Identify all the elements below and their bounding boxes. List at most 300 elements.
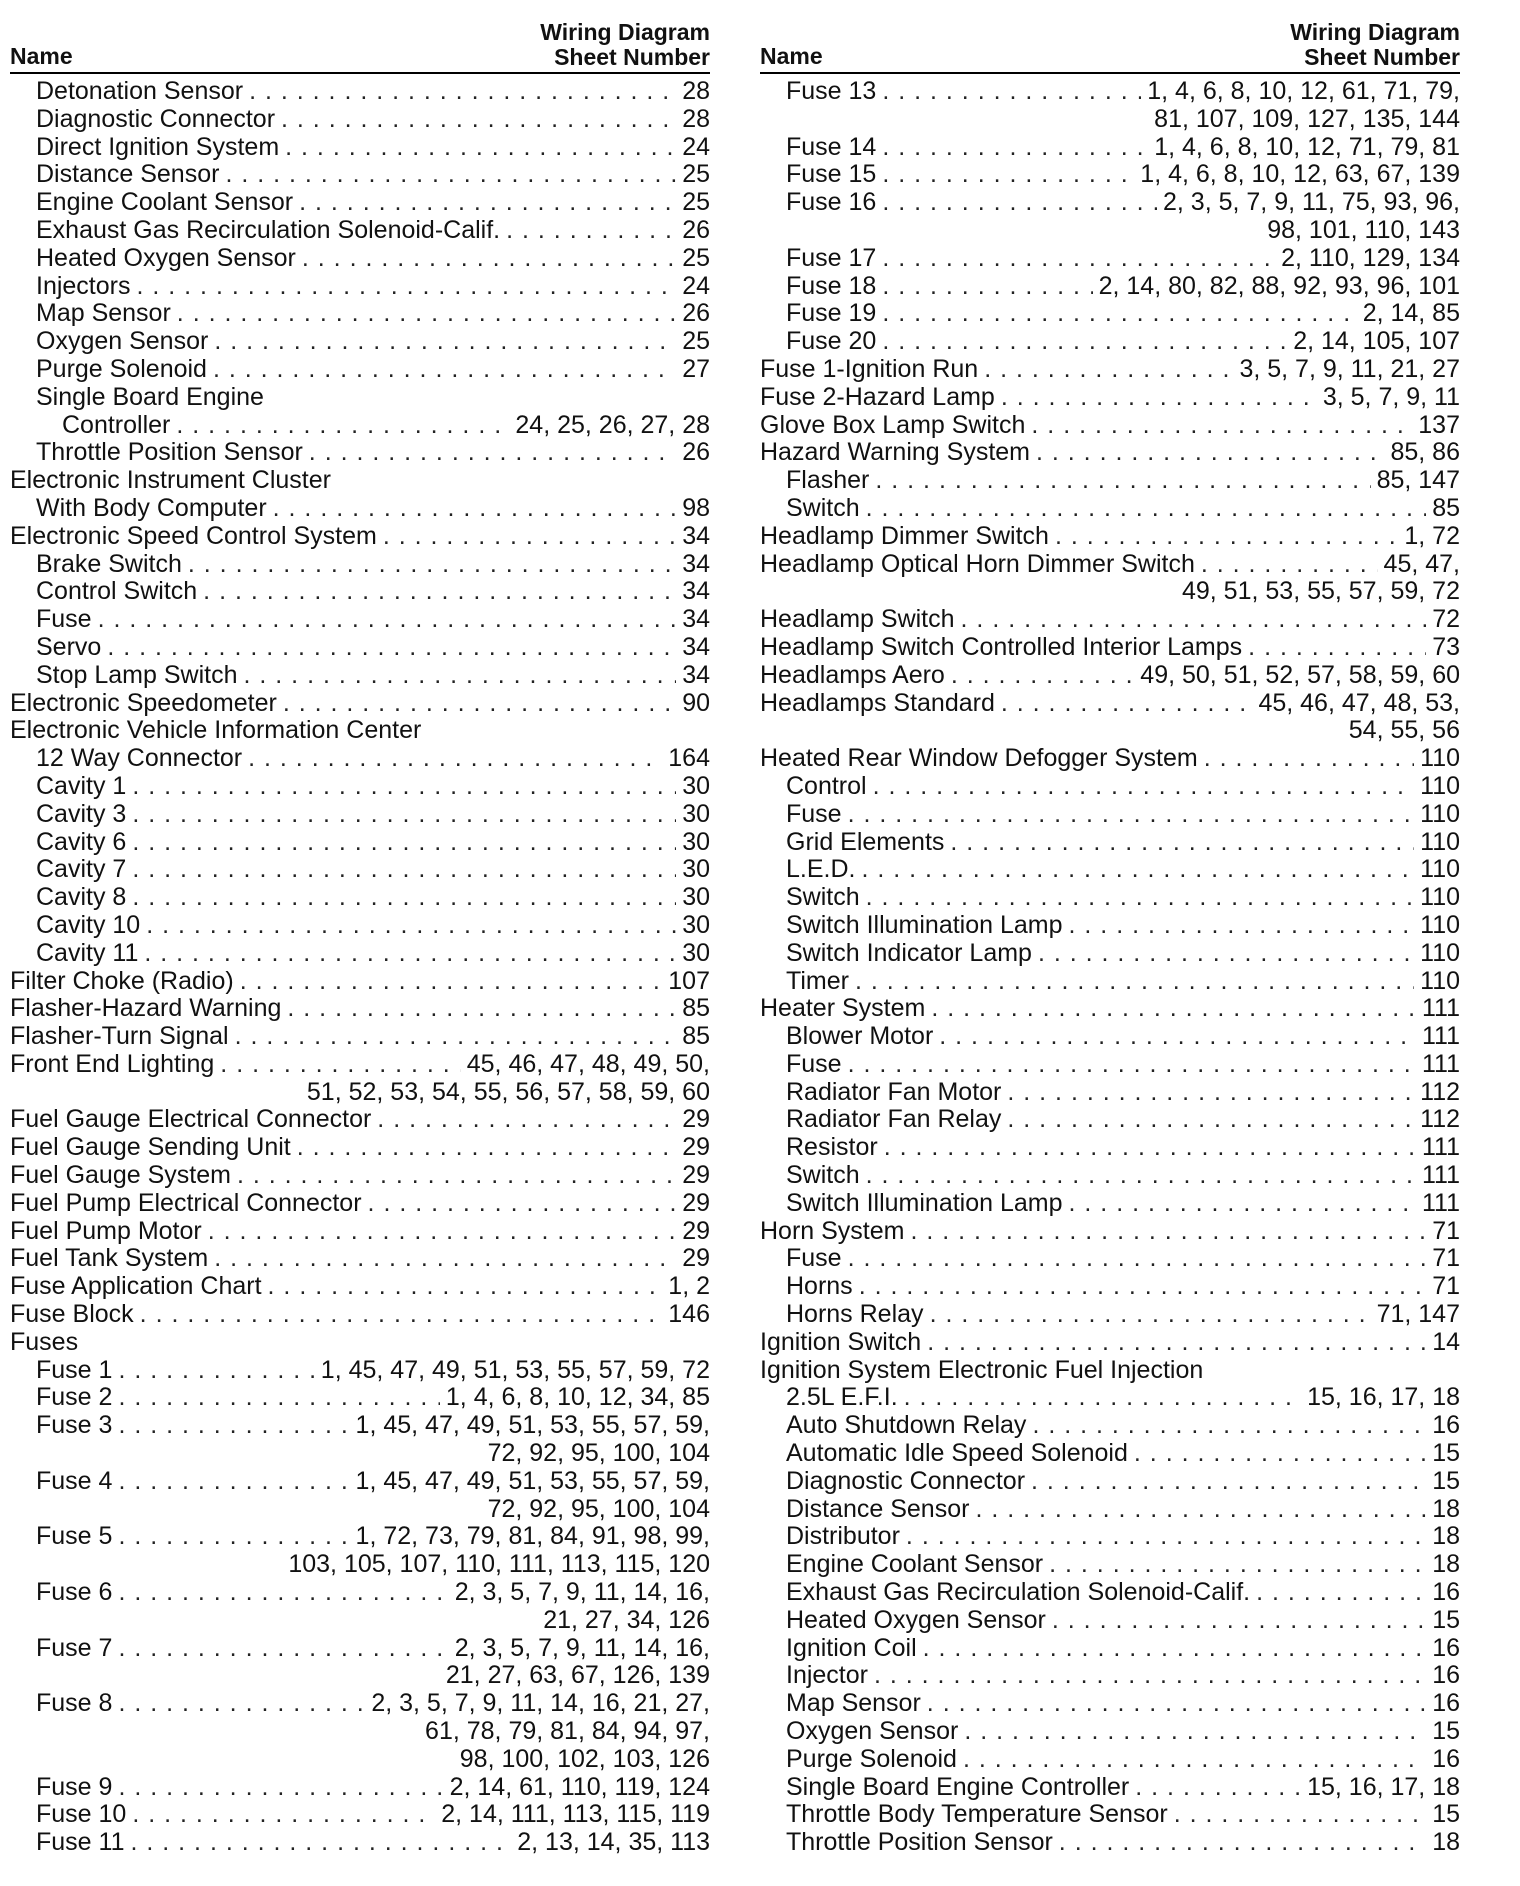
dot-leader bbox=[98, 606, 677, 634]
index-entry-continuation bbox=[10, 1551, 710, 1579]
index-entry bbox=[760, 1579, 1460, 1607]
sheet-number: 90 bbox=[682, 689, 710, 717]
entry-name: L.E.D. bbox=[786, 856, 856, 884]
sheet-number: 1, 2 bbox=[668, 1273, 710, 1301]
dot-leader bbox=[866, 1162, 1416, 1190]
sheet-number: 15 bbox=[1432, 1606, 1460, 1634]
dot-leader bbox=[132, 856, 676, 884]
entry-name: 12 Way Connector bbox=[36, 745, 243, 773]
dot-leader bbox=[975, 1496, 1426, 1524]
entry-name: Electronic Speed Control System bbox=[10, 522, 377, 550]
sheet-number: 2, 3, 5, 7, 9, 11, 14, 16, bbox=[454, 1579, 710, 1607]
entry-name: Fuse 1-Ignition Run bbox=[760, 355, 979, 383]
dot-leader bbox=[950, 829, 1414, 857]
entry-name: Control bbox=[786, 772, 867, 800]
entry-name: Oxygen Sensor bbox=[36, 328, 209, 356]
sheet-number: 30 bbox=[682, 939, 710, 967]
index-entry bbox=[760, 245, 1460, 273]
index-entry bbox=[760, 1218, 1460, 1246]
entry-name: Distance Sensor bbox=[786, 1495, 970, 1523]
index-entry bbox=[10, 523, 710, 551]
dot-leader bbox=[146, 912, 676, 940]
sheet-number: 30 bbox=[682, 828, 710, 856]
index-entry bbox=[10, 1801, 710, 1829]
entry-name: With Body Computer bbox=[36, 494, 267, 522]
index-entry bbox=[760, 1635, 1460, 1663]
entry-name: Headlamp Switch Controlled Interior Lamps bbox=[760, 633, 1243, 661]
dot-leader bbox=[882, 78, 1141, 106]
sheet-number: 26 bbox=[682, 439, 710, 467]
entry-name: Single Board Engine Controller bbox=[786, 1773, 1130, 1801]
index-entry bbox=[10, 412, 710, 440]
index-entry bbox=[10, 912, 710, 940]
sheet-number: 107 bbox=[668, 967, 710, 995]
index-entry bbox=[760, 773, 1460, 801]
sheet-number: 81, 107, 109, 127, 135, 144 bbox=[1154, 105, 1460, 133]
index-entry bbox=[760, 356, 1460, 384]
dot-leader bbox=[176, 412, 509, 440]
sheet-number: 111 bbox=[1421, 995, 1460, 1023]
entry-name: Switch bbox=[786, 1162, 860, 1190]
sheet-number: 18 bbox=[1432, 1829, 1460, 1857]
index-entry bbox=[760, 829, 1460, 857]
entry-name: Fuse 17 bbox=[786, 244, 877, 272]
entry-name: Front End Lighting bbox=[10, 1050, 215, 1078]
dot-leader bbox=[1038, 940, 1414, 968]
dot-leader bbox=[1031, 412, 1412, 440]
sheet-heading-line-1: Wiring Diagram bbox=[540, 19, 710, 45]
dot-leader bbox=[283, 690, 676, 718]
sheet-number: 1, 4, 6, 8, 10, 12, 34, 85 bbox=[445, 1384, 710, 1412]
sheet-number-heading bbox=[1290, 20, 1460, 70]
index-entry-continuation bbox=[10, 1662, 710, 1690]
sheet-number: 29 bbox=[682, 1106, 710, 1134]
entry-name: Cavity 8 bbox=[36, 884, 127, 912]
dot-leader bbox=[930, 1301, 1371, 1329]
dot-leader bbox=[136, 273, 676, 301]
entry-name: Engine Coolant Sensor bbox=[786, 1551, 1044, 1579]
entry-name: Grid Elements bbox=[786, 828, 945, 856]
entry-name: Fuse 16 bbox=[786, 189, 877, 217]
sheet-number: 15, 16, 17, 18 bbox=[1307, 1384, 1460, 1412]
index-entry bbox=[760, 912, 1460, 940]
dot-leader bbox=[866, 884, 1415, 912]
dot-leader bbox=[240, 968, 663, 996]
sheet-number: 2, 110, 129, 134 bbox=[1281, 244, 1460, 272]
sheet-number: 110 bbox=[1420, 828, 1460, 856]
index-entry bbox=[760, 551, 1460, 579]
sheet-number: 85 bbox=[682, 1023, 710, 1051]
index-entry bbox=[760, 1829, 1460, 1857]
entry-name: Flasher-Turn Signal bbox=[10, 1023, 229, 1051]
index-entry bbox=[760, 1190, 1460, 1218]
entry-name: Fuse 3 bbox=[36, 1412, 113, 1440]
entry-name: Heated Oxygen Sensor bbox=[36, 244, 296, 272]
index-entry bbox=[760, 1523, 1460, 1551]
entry-name: Controller bbox=[62, 411, 171, 439]
dot-leader bbox=[882, 300, 1356, 328]
index-entry bbox=[10, 189, 710, 217]
index-entry bbox=[10, 745, 710, 773]
sheet-number: 137 bbox=[1418, 411, 1460, 439]
index-entry bbox=[10, 717, 710, 745]
dot-leader bbox=[118, 1384, 439, 1412]
dot-leader bbox=[273, 495, 677, 523]
dot-leader bbox=[1052, 1607, 1426, 1635]
index-entry bbox=[760, 606, 1460, 634]
index-entry bbox=[760, 1662, 1460, 1690]
entry-name: Resistor bbox=[786, 1134, 878, 1162]
index-entry bbox=[10, 1384, 710, 1412]
index-entry-continuation bbox=[10, 1496, 710, 1524]
dot-leader bbox=[866, 495, 1427, 523]
dot-leader bbox=[923, 1635, 1427, 1663]
entry-name: Fuses bbox=[10, 1328, 79, 1356]
sheet-number: 28 bbox=[682, 78, 710, 105]
dot-leader bbox=[140, 1301, 663, 1329]
index-entry bbox=[760, 634, 1460, 662]
sheet-number: 1, 4, 6, 8, 10, 12, 63, 67, 139 bbox=[1140, 161, 1460, 189]
index-entry bbox=[760, 1801, 1460, 1829]
index-entry bbox=[760, 884, 1460, 912]
index-entry bbox=[760, 968, 1460, 996]
sheet-number: 2, 13, 14, 35, 113 bbox=[517, 1829, 710, 1857]
entry-name: Horn System bbox=[760, 1217, 905, 1245]
dot-leader bbox=[848, 1051, 1416, 1079]
dot-leader bbox=[861, 856, 1414, 884]
entry-name: Horns Relay bbox=[786, 1301, 924, 1329]
index-entry bbox=[760, 1412, 1460, 1440]
sheet-number: 110 bbox=[1420, 911, 1460, 939]
sheet-number: 51, 52, 53, 54, 55, 56, 57, 58, 59, 60 bbox=[306, 1078, 710, 1106]
index-entry bbox=[10, 1690, 710, 1718]
index-entry bbox=[760, 662, 1460, 690]
index-entry bbox=[760, 1718, 1460, 1746]
name-heading: Name bbox=[760, 43, 823, 69]
entry-name: Distance Sensor bbox=[36, 161, 220, 189]
index-entry-continuation bbox=[760, 217, 1460, 245]
dot-leader bbox=[927, 1690, 1426, 1718]
dot-leader bbox=[1031, 1468, 1426, 1496]
dot-leader bbox=[931, 995, 1416, 1023]
entry-name: Headlamps Aero bbox=[760, 661, 945, 689]
entry-name: Cavity 1 bbox=[36, 772, 127, 800]
sheet-number: 85, 147 bbox=[1376, 467, 1460, 495]
sheet-number: 1, 45, 47, 49, 51, 53, 55, 57, 59, bbox=[355, 1412, 710, 1440]
sheet-number: 30 bbox=[682, 856, 710, 884]
sheet-number: 26 bbox=[682, 216, 710, 244]
sheet-number: 98, 101, 110, 143 bbox=[1267, 216, 1460, 244]
index-entry bbox=[10, 467, 710, 495]
dot-leader bbox=[848, 1245, 1427, 1273]
index-entry bbox=[760, 467, 1460, 495]
dot-leader bbox=[118, 1690, 365, 1718]
index-entry bbox=[760, 940, 1460, 968]
column-header bbox=[10, 12, 710, 74]
dot-leader bbox=[1248, 634, 1426, 662]
entry-name: Hazard Warning System bbox=[760, 439, 1030, 467]
entry-name: Brake Switch bbox=[36, 550, 182, 578]
sheet-number: 71 bbox=[1432, 1217, 1460, 1245]
sheet-number: 34 bbox=[682, 578, 710, 606]
index-entry bbox=[760, 1079, 1460, 1107]
entry-name: Fuse bbox=[786, 800, 842, 828]
dot-leader bbox=[1036, 439, 1384, 467]
index-entry bbox=[760, 300, 1460, 328]
dot-leader bbox=[118, 1774, 443, 1802]
entry-name: Cavity 7 bbox=[36, 856, 127, 884]
name-heading: Name bbox=[10, 43, 73, 69]
dot-leader bbox=[309, 439, 676, 467]
entry-name: Cavity 3 bbox=[36, 800, 127, 828]
index-entry bbox=[10, 551, 710, 579]
index-entry bbox=[10, 606, 710, 634]
index-entry bbox=[760, 1551, 1460, 1579]
dot-leader bbox=[302, 245, 676, 273]
entry-name: Fuse 2-Hazard Lamp bbox=[760, 383, 995, 411]
index-entry bbox=[760, 801, 1460, 829]
sheet-heading-line-2: Sheet Number bbox=[1304, 44, 1460, 70]
index-entry bbox=[10, 245, 710, 273]
sheet-number: 110 bbox=[1420, 772, 1460, 800]
index-entry bbox=[760, 1468, 1460, 1496]
dot-leader bbox=[203, 578, 676, 606]
entry-name: Fuel Gauge System bbox=[10, 1162, 231, 1190]
entry-name: Headlamp Optical Horn Dimmer Switch bbox=[760, 550, 1195, 578]
entry-name: Headlamp Dimmer Switch bbox=[760, 522, 1049, 550]
entry-name: Heated Rear Window Defogger System bbox=[760, 745, 1198, 773]
sheet-number: 49, 50, 51, 52, 57, 58, 59, 60 bbox=[1140, 661, 1460, 689]
index-entry bbox=[10, 662, 710, 690]
sheet-number: 73 bbox=[1432, 633, 1460, 661]
entry-name: Fuse bbox=[36, 606, 92, 634]
entry-name: Stop Lamp Switch bbox=[36, 661, 238, 689]
sheet-number: 45, 46, 47, 48, 53, bbox=[1258, 689, 1460, 717]
index-entry bbox=[760, 161, 1460, 189]
entry-name: Fuel Gauge Sending Unit bbox=[10, 1134, 291, 1162]
sheet-number: 110 bbox=[1420, 856, 1460, 884]
entry-name: Flasher bbox=[786, 467, 870, 495]
dot-leader bbox=[225, 161, 676, 189]
entry-name: Fuse 18 bbox=[786, 272, 877, 300]
entry-name: Single Board Engine bbox=[36, 383, 264, 411]
sheet-number: 16 bbox=[1432, 1745, 1460, 1773]
index-entry bbox=[10, 1523, 710, 1551]
index-entry bbox=[760, 1774, 1460, 1802]
index-entry-continuation bbox=[760, 578, 1460, 606]
entry-name: Direct Ignition System bbox=[36, 133, 280, 161]
entry-name: Filter Choke (Radio) bbox=[10, 967, 234, 995]
dot-leader bbox=[248, 745, 662, 773]
sheet-number: 28 bbox=[682, 105, 710, 133]
dot-leader bbox=[873, 773, 1415, 801]
entry-name: Switch Illumination Lamp bbox=[786, 911, 1063, 939]
index-entry bbox=[10, 217, 710, 245]
index-entry bbox=[10, 1245, 710, 1273]
entry-name: Fuse 19 bbox=[786, 300, 877, 328]
entry-name: Fuse 15 bbox=[786, 161, 877, 189]
sheet-number: 2, 3, 5, 7, 9, 11, 14, 16, 21, 27, bbox=[371, 1690, 710, 1718]
sheet-number: 164 bbox=[668, 745, 710, 773]
dot-leader bbox=[132, 1801, 435, 1829]
sheet-number: 110 bbox=[1420, 745, 1460, 773]
entry-name: Fuse 4 bbox=[36, 1467, 113, 1495]
index-entry bbox=[760, 134, 1460, 162]
sheet-number: 71, 147 bbox=[1376, 1301, 1460, 1329]
sheet-number: 29 bbox=[682, 1245, 710, 1273]
dot-leader bbox=[118, 1357, 314, 1385]
dot-leader bbox=[118, 1635, 448, 1663]
sheet-number: 45, 47, bbox=[1383, 550, 1460, 578]
dot-leader bbox=[855, 968, 1414, 996]
sheet-number: 111 bbox=[1421, 1050, 1460, 1078]
index-entry bbox=[10, 1635, 710, 1663]
entry-name: Engine Coolant Sensor bbox=[36, 189, 294, 217]
index-entry bbox=[10, 995, 710, 1023]
dot-leader bbox=[208, 1218, 676, 1246]
index-entry bbox=[10, 1579, 710, 1607]
dot-leader bbox=[1049, 1551, 1426, 1579]
sheet-number: 111 bbox=[1421, 1134, 1460, 1162]
index-entry bbox=[760, 412, 1460, 440]
entry-name: Throttle Position Sensor bbox=[36, 439, 303, 467]
index-entry bbox=[760, 273, 1460, 301]
sheet-number: 111 bbox=[1421, 1162, 1460, 1190]
entry-name: Ignition Coil bbox=[786, 1634, 917, 1662]
dot-leader bbox=[118, 1468, 349, 1496]
dot-leader bbox=[299, 189, 676, 217]
index-entry bbox=[760, 745, 1460, 773]
index-entry-continuation bbox=[10, 1718, 710, 1746]
entry-name: Map Sensor bbox=[786, 1690, 921, 1718]
index-entry bbox=[10, 801, 710, 829]
sheet-number: 103, 105, 107, 110, 111, 113, 115, 120 bbox=[288, 1551, 710, 1579]
dot-leader bbox=[961, 606, 1427, 634]
entry-name: Control Switch bbox=[36, 578, 198, 606]
sheet-number: 72, 92, 95, 100, 104 bbox=[487, 1495, 710, 1523]
sheet-number: 21, 27, 34, 126 bbox=[543, 1606, 710, 1634]
index-entry bbox=[760, 1301, 1460, 1329]
sheet-number: 21, 27, 63, 67, 126, 139 bbox=[445, 1662, 710, 1690]
index-entry bbox=[10, 884, 710, 912]
dot-leader bbox=[1174, 1801, 1427, 1829]
dot-leader bbox=[281, 106, 676, 134]
sheet-number: 25 bbox=[682, 328, 710, 356]
index-entry bbox=[760, 495, 1460, 523]
index-entry bbox=[10, 328, 710, 356]
index-entry bbox=[760, 1106, 1460, 1134]
sheet-heading-line-1: Wiring Diagram bbox=[1290, 19, 1460, 45]
sheet-number: 15 bbox=[1432, 1440, 1460, 1468]
entry-name: Purge Solenoid bbox=[36, 355, 207, 383]
index-entry-continuation bbox=[10, 1607, 710, 1635]
sheet-number: 30 bbox=[682, 772, 710, 800]
dot-leader bbox=[132, 884, 676, 912]
index-entry bbox=[10, 495, 710, 523]
entry-name: Fuse 10 bbox=[36, 1801, 127, 1829]
entry-name: Fuse 11 bbox=[36, 1829, 125, 1857]
sheet-number: 16 bbox=[1432, 1690, 1460, 1718]
entry-name: Fuse bbox=[786, 1050, 842, 1078]
index-entry bbox=[760, 1162, 1460, 1190]
sheet-number: 112 bbox=[1420, 1078, 1460, 1106]
entry-name: Servo bbox=[36, 633, 102, 661]
entry-name: Fuse bbox=[786, 1245, 842, 1273]
index-entry bbox=[760, 384, 1460, 412]
sheet-number: 98 bbox=[682, 494, 710, 522]
entry-name: Heated Oxygen Sensor bbox=[786, 1606, 1046, 1634]
entry-name: Fuel Tank System bbox=[10, 1245, 209, 1273]
index-entry bbox=[10, 1162, 710, 1190]
sheet-number: 85 bbox=[682, 995, 710, 1023]
sheet-number: 29 bbox=[682, 1134, 710, 1162]
index-entry bbox=[10, 161, 710, 189]
entry-name: Throttle Position Sensor bbox=[786, 1829, 1053, 1857]
dot-leader bbox=[874, 1662, 1426, 1690]
dot-leader bbox=[1001, 384, 1317, 412]
sheet-number: 30 bbox=[682, 800, 710, 828]
entry-name: Purge Solenoid bbox=[786, 1745, 957, 1773]
dot-leader bbox=[859, 1273, 1427, 1301]
sheet-number: 18 bbox=[1432, 1495, 1460, 1523]
entry-name: Radiator Fan Relay bbox=[786, 1106, 1002, 1134]
entry-name: Fuse 14 bbox=[786, 133, 877, 161]
sheet-number: 29 bbox=[682, 1162, 710, 1190]
dot-leader bbox=[1201, 551, 1378, 579]
sheet-number: 15 bbox=[1432, 1467, 1460, 1495]
dot-leader bbox=[882, 134, 1148, 162]
sheet-number: 72 bbox=[1432, 606, 1460, 634]
sheet-number: 111 bbox=[1421, 1189, 1460, 1217]
index-entry-continuation bbox=[10, 1079, 710, 1107]
sheet-number: 72, 92, 95, 100, 104 bbox=[487, 1440, 710, 1468]
sheet-number: 2, 14, 61, 110, 119, 124 bbox=[449, 1773, 710, 1801]
sheet-number-heading bbox=[540, 20, 710, 70]
sheet-number: 16 bbox=[1432, 1634, 1460, 1662]
dot-leader bbox=[118, 1412, 349, 1440]
entry-name: Cavity 11 bbox=[36, 939, 139, 967]
index-entry bbox=[10, 968, 710, 996]
index-entry bbox=[10, 1218, 710, 1246]
sheet-number: 30 bbox=[682, 884, 710, 912]
entry-name: Diagnostic Connector bbox=[786, 1467, 1026, 1495]
dot-leader bbox=[214, 1245, 676, 1273]
dot-leader bbox=[118, 1579, 448, 1607]
dot-leader bbox=[910, 1218, 1426, 1246]
sheet-number: 1, 72, 73, 79, 81, 84, 91, 98, 99, bbox=[355, 1523, 710, 1551]
index-entry bbox=[10, 384, 710, 412]
index-entry bbox=[10, 439, 710, 467]
dot-leader bbox=[1032, 1412, 1426, 1440]
entry-name: Heater System bbox=[760, 995, 926, 1023]
entry-name: Map Sensor bbox=[36, 300, 171, 328]
sheet-number: 1, 4, 6, 8, 10, 12, 61, 71, 79, bbox=[1147, 78, 1460, 105]
dot-leader bbox=[383, 523, 676, 551]
index-entry bbox=[760, 1746, 1460, 1774]
index-entry bbox=[760, 1051, 1460, 1079]
index-entry bbox=[760, 1357, 1460, 1385]
dot-leader bbox=[848, 801, 1415, 829]
dot-leader bbox=[882, 189, 1157, 217]
dot-leader bbox=[1059, 1829, 1426, 1857]
index-entry bbox=[10, 1134, 710, 1162]
dot-leader bbox=[107, 634, 676, 662]
index-entry bbox=[10, 1106, 710, 1134]
index-entry-continuation bbox=[760, 106, 1460, 134]
dot-leader bbox=[220, 1051, 460, 1079]
sheet-number: 16 bbox=[1432, 1412, 1460, 1440]
index-entry bbox=[760, 1329, 1460, 1357]
